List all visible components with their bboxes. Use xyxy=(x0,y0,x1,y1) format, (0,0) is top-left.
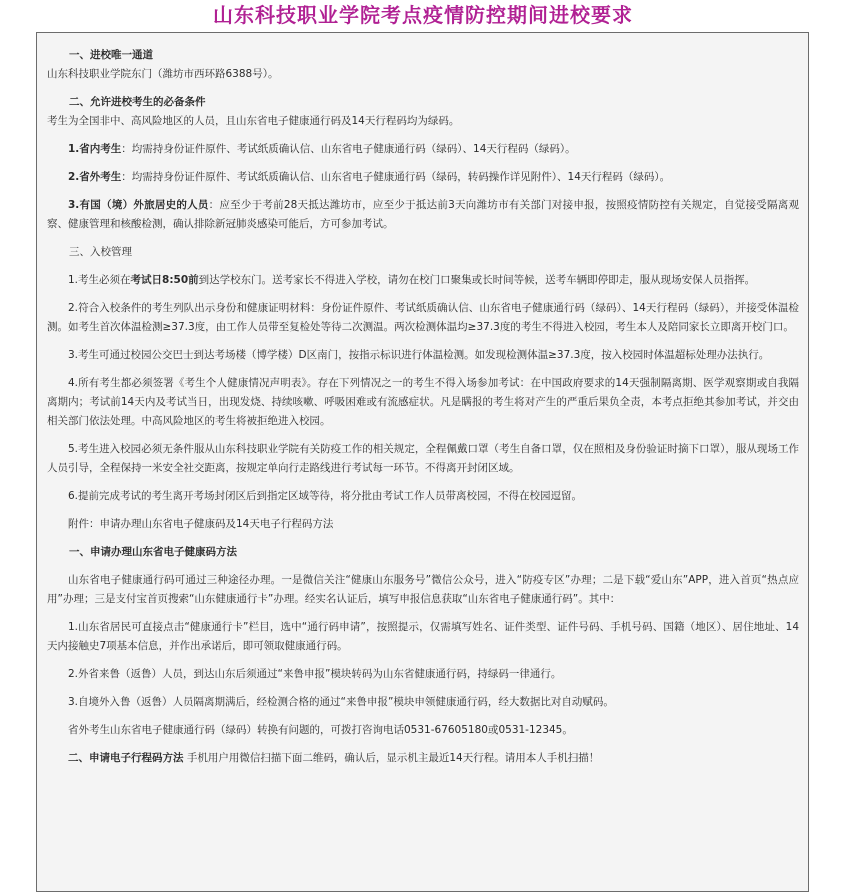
section-2-heading: 二、允许进校考生的必备条件 xyxy=(69,96,206,108)
attachment-line: 附件：申请办理山东省电子健康码及14天电子行程码方法 xyxy=(68,518,334,530)
item-text: 1.考生必须在 xyxy=(68,274,131,286)
item-label: 2.省外考生 xyxy=(68,171,122,183)
section-2-body: 考生为全国非中、高风险地区的人员，且山东省电子健康通行码及14天行程码均为绿码。 xyxy=(47,115,460,127)
attachment-1-item-1: 1.山东省居民可直接点击“健康通行卡”栏目，选中“通行码申请”，按照提示，仅需填写姓名、证件类型、证件号码、手机号码、国籍（地区）、居住地址、14天内接触史7项基本信息，并作出承诺后，即可领取健康通行码。 xyxy=(47,621,799,652)
section-3-heading: 三、入校管理 xyxy=(69,246,132,258)
page-title: 山东科技职业学院考点疫情防控期间进校要求 xyxy=(213,3,633,27)
section-3-item-2: 2.符合入校条件的考生列队出示身份和健康证明材料：身份证件原件、考试纸质确认信、山东省电子健康通行码（绿码）、14天行程码（绿码），并接受体温检测。如考生首次体温检测≥37.3度，由工作人员带至复检处等待二次测温。两次检测体温均≥37.3度的考生不得进入校园，考生本人及陪同家长立即离开校门口。 xyxy=(47,302,799,333)
item-text: 到达学校东门。送考家长不得进入学校，请勿在校门口聚集或长时间等候，送考车辆即停即走，服从现场安保人员指挥。 xyxy=(198,274,756,286)
section-1-heading: 一、进校唯一通道 xyxy=(69,49,153,61)
attachment-1-item-3: 3.自境外入鲁（返鲁）人员隔离期满后，经检测合格的通过“来鲁申报”模块申领健康通行码，经大数据比对自动赋码。 xyxy=(68,696,614,708)
section-3-item-3: 3.考生可通过校园公交巴士到达考场楼（博学楼）D区南门，按指示标识进行体温检测。如发现检测体温≥37.3度，按入校园时体温超标处理办法执行。 xyxy=(68,349,770,361)
exam-time: 考试日8:50前 xyxy=(130,274,199,286)
item-label: 1.省内考生 xyxy=(68,143,122,155)
notice-box xyxy=(36,32,809,892)
item-label: 3.有国（境）外旅居史的人员 xyxy=(68,199,209,211)
section-2-item-1 xyxy=(47,140,799,159)
attachment-heading-1: 一、申请办理山东省电子健康码方法 xyxy=(69,546,237,558)
section-2-item-3 xyxy=(47,196,799,234)
attachment-2 xyxy=(47,749,799,768)
item-text: ：均需持身份证件原件、考试纸质确认信、山东省电子健康通行码（绿码，转码操作详见附件）、14天行程码（绿码）。 xyxy=(121,171,671,183)
item-text: ：均需持身份证件原件、考试纸质确认信、山东省电子健康通行码（绿码）、14天行程码（绿码）。 xyxy=(121,143,576,155)
contact-line: 省外考生山东省电子健康通行码（绿码）转换有问题的，可拨打咨询电话0531-67605180或0531-12345。 xyxy=(68,724,573,736)
attachment-2-text: 手机用户用微信扫描下面二维码，确认后，显示机主最近14天行程。请用本人手机扫描！ xyxy=(183,752,600,764)
section-3-item-4: 4.所有考生都必须签署《考生个人健康情况声明表》。存在下列情况之一的考生不得入场参加考试：在中国政府要求的14天强制隔离期、医学观察期或自我隔离期内；考试前14天内及考试当日，出现发烧、持续咳嗽、呼吸困难或有流感症状。凡是瞒报的考生将对产生的严重后果负全责，本考点拒绝其参加考试，并交由相关部门依法处理。中高风险地区的考生将被拒绝进入校园。 xyxy=(47,377,799,427)
item-text: ：应至少于考前28天抵达潍坊市，应至少于抵达前3天向潍坊市有关部门对接申报，按照疫情防控有关规定，自觉接受隔离观察、健康管理和核酸检测，确认排除新冠肺炎感染可能后，方可参加考试。 xyxy=(47,199,799,230)
attachment-1-body: 山东省电子健康通行码可通过三种途径办理。一是微信关注“健康山东服务号”微信公众号，进入“防疫专区”办理；二是下载“爱山东”APP，进入首页“热点应用”办理；三是支付宝首页搜索“山东健康通行卡”办理。经实名认证后，填写申报信息获取“山东省电子健康通行码”。其中： xyxy=(47,574,799,605)
attachment-1-item-2: 2.外省来鲁（返鲁）人员，到达山东后须通过“来鲁申报”模块转码为山东省健康通行码，持绿码一律通行。 xyxy=(68,668,562,680)
attachment-heading-2: 二、申请电子行程码方法 xyxy=(68,752,184,764)
section-1-body: 山东科技职业学院东门（潍坊市西环路6388号）。 xyxy=(47,68,279,80)
section-3-item-5: 5.考生进入校园必须无条件服从山东科技职业学院有关防疫工作的相关规定，全程佩戴口罩（考生自备口罩，仅在照相及身份验证时摘下口罩），服从现场工作人员引导，全程保持一米安全社交距离，按规定单向行走路线进行考试每一环节。不得离开封闭区域。 xyxy=(47,443,799,474)
section-3-item-6: 6.提前完成考试的考生离开考场封闭区后到指定区域等待，将分批由考试工作人员带离校园，不得在校园逗留。 xyxy=(68,490,583,502)
section-2-item-2 xyxy=(47,168,799,187)
notice-content xyxy=(47,46,799,768)
section-3-item-1 xyxy=(47,271,799,290)
